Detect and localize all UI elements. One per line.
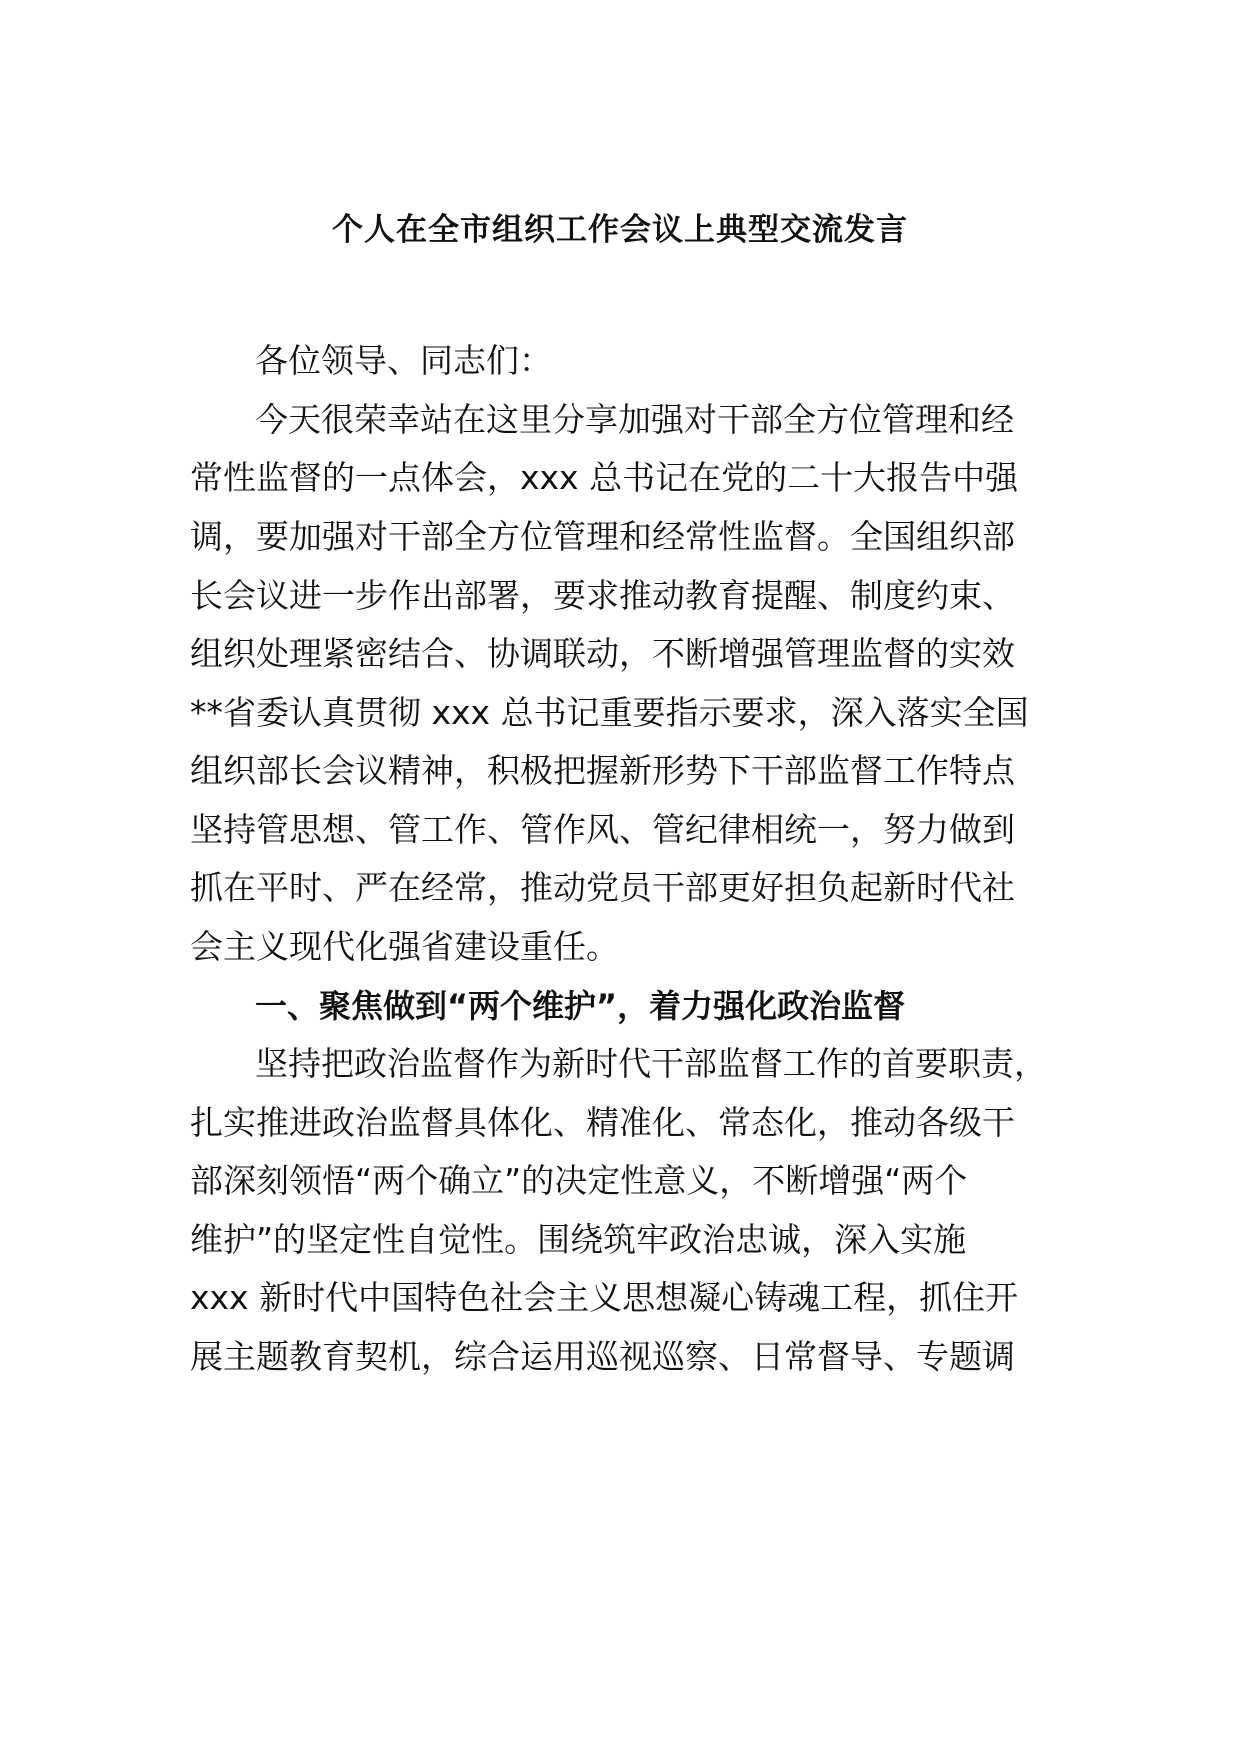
section-heading: 一、聚焦做到“两个维护”，着力强化政治监督 bbox=[255, 987, 906, 1025]
paragraph-line: 部深刻领悟“两个确立”的决定性意义，不断增强“两个 bbox=[190, 1161, 968, 1200]
salutation: 各位领导、同志们： bbox=[255, 341, 552, 380]
paragraph-line: 维护”的坚定性自觉性。围绕筑牢政治忠诚，深入实施 bbox=[190, 1220, 967, 1259]
document-title: 个人在全市组织工作会议上典型交流发言 bbox=[332, 212, 908, 248]
paragraph-line: 会主义现代化强省建设重任。 bbox=[190, 927, 619, 966]
paragraph-line: 组织部长会议精神，积极把握新形势下干部监督工作特点 bbox=[190, 751, 1015, 790]
paragraph-line: 扎实推进政治监督具体化、精准化、常态化，推动各级干 bbox=[190, 1103, 1015, 1142]
paragraph-line: 常性监督的一点体会，xxx 总书记在党的二十大报告中强 bbox=[190, 458, 1019, 497]
paragraph-line: **省委认真贯彻 xxx 总书记重要指示要求，深入落实全国 bbox=[190, 693, 1029, 732]
paragraph-line: xxx 新时代中国特色社会主义思想凝心铸魂工程，抓住开 bbox=[190, 1278, 1019, 1317]
paragraph-line: 组织处理紧密结合、协调联动，不断增强管理监督的实效 bbox=[190, 634, 1015, 673]
paragraph-line: 坚持管思想、管工作、管作风、管纪律相统一，努力做到 bbox=[190, 810, 1015, 849]
paragraph-line: 抓在平时、严在经常，推动党员干部更好担负起新时代社 bbox=[190, 868, 1015, 907]
paragraph-line: 展主题教育契机，综合运用巡视巡察、日常督导、专题调 bbox=[190, 1337, 1015, 1376]
paragraph-line: 长会议进一步作出部署，要求推动教育提醒、制度约束、 bbox=[190, 576, 1015, 615]
paragraph-line: 今天很荣幸站在这里分享加强对干部全方位管理和经 bbox=[255, 400, 1014, 439]
paragraph-line: 调，要加强对干部全方位管理和经常性监督。全国组织部 bbox=[190, 517, 1015, 556]
paragraph-line: 坚持把政治监督作为新时代干部监督工作的首要职责， bbox=[255, 1044, 1047, 1083]
